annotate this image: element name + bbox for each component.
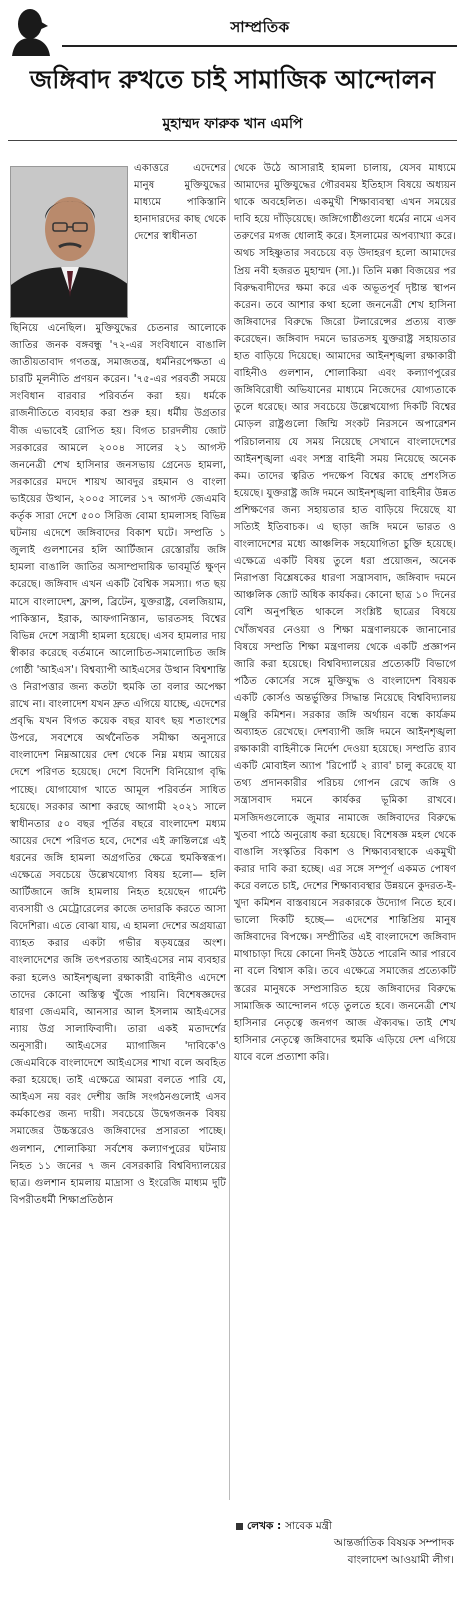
author-portrait-icon [11, 167, 128, 318]
author-photo [10, 166, 128, 318]
article-column-left: ছিনিয়ে এনেছিল। মুক্তিযুদ্ধের চেতনার আলোকে জাতির জনক বঙ্গবন্ধু '৭২-এর সংবিধানে বাঙালি জাতীয়তাবাদ গণতন্ত্র, সমাজতন্ত্র, ধর্মনিরপেক্ষতা এ চারটি মূলনীতি প্রণয়ন করেন। '৭৫-এর পরবর্তী সময়ে সংবিধান বারবার পরিবর্তন করা হয়। ধর্মকে রাজনীতিতে ব্যবহার করা শুরু হয়। ধর্মীয় উগ্রতার বীজ এভাবেই রোপিত হয়। বিগত চারদলীয় জোট সরকারের আমলে ২০০৪ সালের ২১ আগস্ট জননেত্রী শেখ হাসিনার জনসভায় গ্রেনেড হামলা, সরকারের মদদে শায়খ আবদুর রহমান ও বাংলা ভাইয়ের উত্থান, ২০০৫ সালের ১৭ আগস্ট জেএমবি কর্তৃক সারা দেশে ৫০০ সিরিজ বোমা হামলাসহ বিভিন্ন ঘটনায় এদেশে জঙ্গিবাদের বিকাশ ঘটে। সম্প্রতি ১ জুলাই গুলশানের হলি আর্টিজান রেস্তোরাঁয় জঙ্গি হামলা বাঙালি জাতির অসাম্প্রদায়িক ভাবমূর্তি ক্ষুণ্ন করেছে। জঙ্গিবাদ এখন একটি বৈশ্বিক সমস্যা। গত ছয় মাসে বাংলাদেশ, ফ্রান্স, ব্রিটেন, যুক্তরাষ্ট্র, বেলজিয়াম, পাকিস্তান, ইরাক, আফগানিস্তান, ভারতসহ বিশ্বের বিভিন্ন দেশে সন্ত্রাসী হামলা হয়েছে। এসব হামলার দায় স্বীকার করেছে বর্তমানে আলোচিত-সমালোচিত জঙ্গি গোষ্ঠী 'আইএস'। বিশ্বব্যাপী আইএসের উত্থান বিশ্বশান্তি ও নিরাপত্তার জন্য কতটা হুমকি তা বলার অপেক্ষা রাখে না। বাংলাদেশ যখন দ্রুত এগিয়ে যাচ্ছে, এদেশের প্রবৃদ্ধি যখন বিগত কয়েক বছর যাবৎ ছয় শতাংশের উপরে, সবশেষে অর্থনৈতিক সমীক্ষা অনুসারে বাংলাদেশ নিম্নআয়ের দেশ থেকে নিম্ন মধ্যম আয়ের দেশে পরিণত হয়েছে। দেশে বিদেশি বিনিয়োগ বৃদ্ধি পাচ্ছে। যোগাযোগ খাতে আমূল পরিবর্তন সাধিত হয়েছে। সরকার আশা করছে আগামী ২০২১ সালে স্বাধীনতার ৫০ বছর পূর্তির বছরে বাংলাদেশ মধ্যম আয়ের দেশে পরিণত হবে, দেশের এই ক্রান্তিলগ্নে এই ধরনের জঙ্গি হামলা অগ্রগতির ক্ষেত্রে হুমকিস্বরূপ। এক্ষেত্রে সবচেয়ে উল্লেখযোগ্য বিষয় হলো— হলি আর্টিজানে জঙ্গি হামলায় নিহত হয়েছেন গার্মেন্ট ব্যবসায়ী ও মেট্রোরেলের কাজে তদারকি করতে আসা বিদেশিরা। এতে বোঝা যায়, এ হামলা দেশের অগ্রযাত্রা ব্যাহত করার একটা গভীর ষড়যন্ত্রের অংশ। বাংলাদেশের জঙ্গি তৎপরতায় আইএসের নাম ব্যবহার করা হলেও আইনশৃঙ্খলা রক্ষাকারী বাহিনীও এদেশে তাদের কোনো অস্তিত্ব খুঁজে পায়নি। বিশেষজ্ঞদের ধারণা জেএমবি, আনসার আল ইসলাম আইএসের ন্যায় উগ্র সালাফিবাদী। তারা একই মতাদর্শের অনুসারী। আইএসের ম্যাগাজিন 'দাবিকে'ও জেএমবিকে বাংলাদেশে আইএসের শাখা বলে অবহিত করা হয়েছে। তাই এক্ষেত্রে আমরা বলতে পারি যে, আইএস নয় বরং দেশীয় জঙ্গি সংগঠনগুলোই এসব কর্মকাণ্ডের জন্য দায়ী। সবচেয়ে উদ্বেগজনক বিষয় সমাজের উচ্চস্তরেও জঙ্গিবাদের প্রসারতা পাচ্ছে। গুলশান, শোলাকিয়া সর্বশেষ কল্যাণপুরের ঘটনায় নিহত ১১ জনের ৭ জন বেসরকারি বিশ্ববিদ্যালয়ের ছাত্র। গুলশান হামলায় মাদ্রাসা ও ইংরেজি মাধ্যম দুটি বিপরীতধর্মী শিক্ষাপ্রতিষ্ঠান [10, 323, 226, 1206]
article-byline: মুহাম্মদ ফারুক খান এমপি [162, 116, 303, 132]
footer-role: আন্তর্জাতিক বিষয়ক সম্পাদক [333, 1537, 454, 1549]
column-divider [229, 160, 230, 1500]
section-label: সাম্প্রতিক [230, 18, 290, 36]
footer-label: লেখক : [247, 1520, 282, 1532]
author-footer [236, 1518, 458, 1569]
article-headline: জঙ্গিবাদ রুখতে চাই সামাজিক আন্দোলন [29, 65, 436, 94]
article-intro-text: একাত্তরে এদেশের মানুষ মুক্তিযুদ্ধের মাধ্যমে পাকিস্তানি হানাদারদের কাছ থেকে দেশের স্বাধীনতা [134, 163, 226, 243]
footer-organization: বাংলাদেশ আওয়ামী লীগ। [347, 1554, 454, 1566]
title-rule [8, 140, 457, 141]
header-rule [62, 45, 457, 47]
author-silhouette-icon [8, 4, 54, 56]
section-header [0, 0, 465, 58]
footer-position: সাবেক মন্ত্রী [285, 1520, 333, 1532]
article-column-right: থেকে উঠে আসারাই হামলা চালায়, যেসব মাধ্যমে আমাদের মুক্তিযুদ্ধের গৌরবময় ইতিহাস বিষয়ে অধ্যয়ন থাকে অবহেলিত। একমুখী শিক্ষাব্যবস্থা এখন সময়ের দাবি হয়ে দাঁড়িয়েছে। জঙ্গিগোষ্ঠীগুলো ধর্মের নামে এসব তরুণের মগজ ধোলাই করে। ইসলামের অপব্যাখ্যা করে। অথচ সহিষ্ণুতার সবচেয়ে বড় উদাহরণ হলো আমাদের প্রিয় নবী হজরত মুহাম্মদ (সা.)। তিনি মক্কা বিজয়ের পর বিরুদ্ধবাদীদের ক্ষমা করে এক অভূতপূর্ব দৃষ্টান্ত স্থাপন করেন। তবে আশার কথা হলো জননেত্রী শেখ হাসিনা জঙ্গিবাদের বিরুদ্ধে জিরো টলারেন্সের প্রত্যয় ব্যক্ত করেছেন। জঙ্গিবাদ দমনে ভারতসহ যুক্তরাষ্ট্র সহায়তার হাত বাড়িয়ে দিয়েছে। আমাদের আইনশৃঙ্খলা রক্ষাকারী বাহিনীও গুলশান, শোলাকিয়া এবং কল্যাণপুরের জঙ্গিবিরোধী অভিযানের মাধ্যমে নিজেদের যোগ্যতাকে তুলে ধরেছে। আর সবচেয়ে উল্লেখযোগ্য দিকটি বিশ্বের মোড়ল রাষ্ট্রগুলো জিম্মি সংকট নিরসনে অপারেশন পরিচালনায় যে সময় নিয়েছে সেখানে বাংলাদেশের আইনশৃঙ্খলা এবং সশস্ত্র বাহিনী সময় নিয়েছে অনেক কম। তাদের ত্বরিত পদক্ষেপ বিশ্বের কাছে প্রশংসিত হয়েছে। যুক্তরাষ্ট্র জঙ্গি দমনে আইনশৃঙ্খলা বাহিনীর উন্নত প্রশিক্ষণের জন্য সহায়তার হাত বাড়িয়ে দিয়েছে যা সত্যিই ইতিবাচক। এ ছাড়া জঙ্গি দমনে ভারত ও বাংলাদেশের মধ্যে আঞ্চলিক সহযোগিতা চুক্তি হয়েছে। এক্ষেত্রে একটি বিষয় তুলে ধরা প্রয়োজন, অনেক নিরাপত্তা বিশ্লেষকের ধারণা সন্ত্রাসবাদ, জঙ্গিবাদ দমনে আঞ্চলিক জোট অধিক কার্যকর। কোনো ছাত্র ১০ দিনের বেশি অনুপস্থিত থাকলে সংশ্লিষ্ট ছাত্রের বিষয়ে খোঁজখবর নেওয়া ও শিক্ষা মন্ত্রণালয়কে জানানোর বিষয়ে সম্প্রতি শিক্ষা মন্ত্রণালয় থেকে একটি প্রজ্ঞাপন জারি করা হয়েছে। বিশ্ববিদ্যালয়ের প্রত্যেকটি বিভাগে পঠিত কোর্সের সঙ্গে মুক্তিযুদ্ধ ও বাংলাদেশ বিষয়ক একটি কোর্সও অন্তর্ভুক্তির সিদ্ধান্ত নিয়েছে বিশ্ববিদ্যালয় মঞ্জুরি কমিশন। সরকার জঙ্গি অর্থায়ন বন্ধে কার্যক্রম অব্যাহত রেখেছে। দেশব্যাপী জঙ্গি দমনে আইনশৃঙ্খলা রক্ষাকারী বাহিনীকে নির্দেশ দেওয়া হয়েছে। সম্প্রতি র‌্যাব একটি মোবাইল অ্যাপ 'রিপোর্ট ২ র‌্যাব' চালু করেছে যা তথ্য প্রদানকারীর পরিচয় গোপন রেখে জঙ্গি ও সন্ত্রাসবাদ দমনে কার্যকর ভূমিকা রাখবে। মসজিদগুলোকে জুমার নামাজে জঙ্গিবাদের বিরুদ্ধে খুতবা পাঠে অনুরোধ করা হয়েছে। বিশেষজ্ঞ মহল থেকে বাঙালি সংস্কৃতির বিকাশ ও শিক্ষাব্যবস্থাকে একমুখী করার দাবি করা হচ্ছে। এর সঙ্গে সম্পূর্ণ একমত পোষণ করে বলতে চাই, দেশের শিক্ষাব্যবস্থার উন্নয়নে কুদরত-ই-খুদা কমিশন বাস্তবায়নে সরকারকে উদ্যোগ নিতে হবে। ভালো দিকটি হচ্ছে— এদেশের শান্তিপ্রিয় মানুষ জঙ্গিবাদের বিপক্ষে। সম্প্রীতির এই বাংলাদেশে জঙ্গিবাদ মাথাচাড়া দিয়ে কোনো দিনই উঠতে পারেনি আর পারবে না বলে বিশ্বাস করি। তবে এক্ষেত্রে সমাজের প্রত্যেকটি স্তরের মানুষকে সম্প্রসারিত হয়ে জঙ্গিবাদের বিরুদ্ধে সামাজিক আন্দোলন গড়ে তুলতে হবে। জননেত্রী শেখ হাসিনার নেতৃত্বে জনগণ আজ ঐক্যবদ্ধ। তাই শেখ হাসিনার নেতৃত্বে জঙ্গিবাদের হুমকি এড়িয়ে দেশ এগিয়ে যাবে বলে প্রত্যাশা করি। [234, 163, 456, 1063]
bullet-square-icon [236, 1523, 243, 1530]
